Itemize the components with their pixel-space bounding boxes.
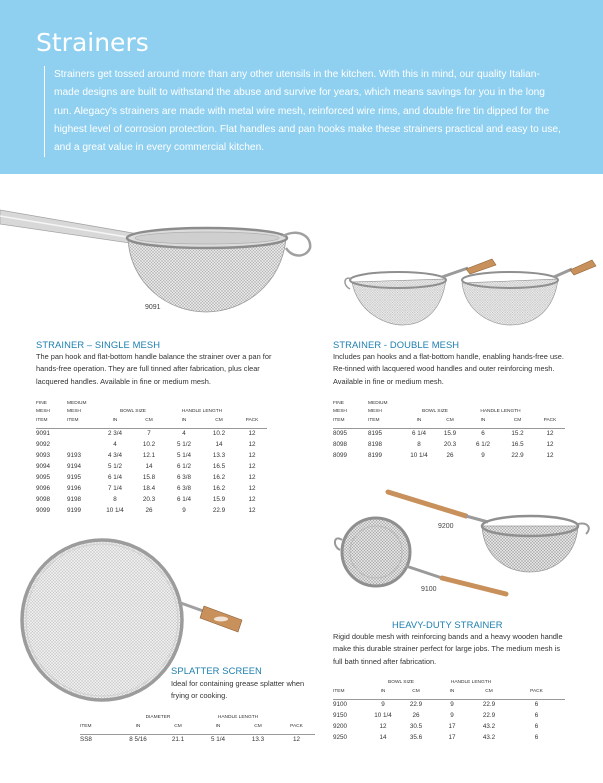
table-row <box>36 483 267 494</box>
col-in: IN <box>99 414 131 428</box>
table-row <box>36 428 267 439</box>
table-row <box>333 710 565 721</box>
cell: 12 <box>546 430 554 438</box>
cell: 15.8 <box>142 474 156 481</box>
cell: 35.6 <box>409 734 423 741</box>
col-cm: CM <box>158 720 198 734</box>
table-row <box>36 472 267 483</box>
splatter-screen-title: SPLATTER SCREEN <box>171 665 262 676</box>
image-label-9200: 9200 <box>438 523 454 530</box>
cell: 12 <box>248 430 256 438</box>
cell: 9091 <box>36 430 51 438</box>
cell: 6 <box>534 734 539 741</box>
single-mesh-spec-table <box>36 398 267 516</box>
double-mesh-title: STRAINER - DOUBLE MESH <box>333 339 460 350</box>
cell: 12 <box>248 441 256 448</box>
double-mesh-description: Includes pan hooks and a flat-bottom handle, enabling hands-free use. Re-tinned with lacquered wood handles and outer reinforcing mesh. Available in fine or medium mesh. <box>333 352 564 386</box>
cell: 16.2 <box>212 485 226 492</box>
cell: 15.9 <box>212 496 226 503</box>
heavy-duty-strainer-image <box>330 486 600 598</box>
cell: 8099 <box>333 452 348 459</box>
cell: 15.9 <box>443 430 457 438</box>
cell: 16.5 <box>511 441 524 448</box>
table-row <box>36 505 267 516</box>
cell: 7 1/4 <box>107 485 122 492</box>
image-label-9091: 9091 <box>145 304 161 311</box>
image-label-9100: 9100 <box>421 586 437 593</box>
table-row <box>80 734 315 745</box>
cell: 12 <box>248 507 256 514</box>
cell: 30.5 <box>409 723 423 730</box>
handle-length-header: HANDLE LENGTH <box>217 715 259 720</box>
cell: 22.9 <box>212 507 226 514</box>
col-in: IN <box>404 414 434 428</box>
cell: 14 <box>215 441 223 448</box>
cell: 9250 <box>333 734 348 741</box>
cell: 9093 <box>36 452 51 459</box>
cell: 17 <box>448 734 456 741</box>
cell: 8195 <box>368 430 383 438</box>
cell: 8 <box>417 441 421 448</box>
mesh-label: MESH <box>368 409 382 414</box>
cell: 5 1/2 <box>107 463 122 470</box>
table-row <box>36 450 267 461</box>
cell: 9 <box>182 507 186 514</box>
cell: 26 <box>145 507 153 514</box>
table-row <box>333 732 565 743</box>
cell: 9 <box>450 712 454 719</box>
cell: 4 <box>113 441 117 448</box>
cell: 9195 <box>67 474 82 481</box>
col-in: IN <box>167 414 201 428</box>
cell: 6 <box>534 712 539 719</box>
col-cm: CM <box>131 414 167 428</box>
cell: 12 <box>379 723 387 730</box>
medium-label: MEDIUM <box>67 401 87 406</box>
cell: 12 <box>248 452 256 459</box>
cell: 8095 <box>333 430 348 438</box>
col-in: IN <box>368 685 398 699</box>
table-row <box>333 428 565 439</box>
col-pack: PACK <box>278 720 315 734</box>
cell: 6 1/4 <box>411 430 426 438</box>
col-item: ITEM <box>80 720 118 734</box>
cell: 10 1/4 <box>106 507 124 514</box>
cell: 6 3/8 <box>176 474 191 481</box>
col-cm: CM <box>500 414 535 428</box>
cell: 14 <box>145 463 153 470</box>
cell: 22.9 <box>409 701 423 709</box>
cell: 12 <box>248 485 256 492</box>
col-in: IN <box>118 720 158 734</box>
col-cm: CM <box>238 720 278 734</box>
cell: 6 1/2 <box>475 441 490 448</box>
heavy-duty-title: HEAVY-DUTY STRAINER <box>392 619 503 630</box>
mesh-label: MESH <box>67 409 81 414</box>
cell: 6 <box>534 723 539 730</box>
cell: 12 <box>546 452 554 459</box>
cell: 9196 <box>67 485 82 492</box>
cell: 8 <box>113 496 117 503</box>
table-row <box>333 699 565 710</box>
double-mesh-strainer-image <box>330 255 600 330</box>
cell: 9 <box>381 701 385 709</box>
cell: 8098 <box>333 441 348 448</box>
cell: 8 5/16 <box>129 736 147 744</box>
cell: 43.2 <box>482 723 496 730</box>
cell: 13.3 <box>212 452 226 459</box>
cell: 22.9 <box>511 452 524 459</box>
fine-label: FINE <box>36 401 47 406</box>
col-in: IN <box>434 685 470 699</box>
cell: SS8 <box>80 736 92 744</box>
cell: 26 <box>446 452 454 459</box>
cell: 10.2 <box>142 441 156 448</box>
cell: 22.9 <box>482 701 496 709</box>
cell: 21.1 <box>171 736 185 744</box>
cell: 13.3 <box>251 736 265 744</box>
cell: 14 <box>379 734 387 741</box>
table-row <box>333 721 565 732</box>
col-item: ITEM <box>368 414 404 428</box>
cell: 12 <box>248 474 256 481</box>
cell: 26 <box>412 712 420 719</box>
cell: 6 <box>481 430 485 438</box>
cell: 12.1 <box>142 452 156 459</box>
bowl-size-header: BOWL SIZE <box>422 409 448 414</box>
double-mesh-spec-table <box>333 398 565 461</box>
cell: 10 1/4 <box>374 712 392 719</box>
col-pack: PACK <box>508 685 565 699</box>
intro-paragraph: Strainers get tossed around more than any other utensils in the kitchen. With this in mind, our quality Italian-made designs are built to withstand the abuse and survive for years, which means savings for you in the long run. Alegacy's strainers are made with metal wire mesh, reinforced wire rims, and double fire tin dipped for the highest level of corrosion protection. Flat handles and pan hooks make these strainers practical and easy to use, and a great value in every commercial kitchen. <box>44 66 564 157</box>
col-item: ITEM <box>333 414 368 428</box>
col-in: IN <box>198 720 238 734</box>
cell: 6 <box>534 701 539 709</box>
cell: 4 3/4 <box>107 452 122 459</box>
cell: 20.3 <box>142 496 156 503</box>
header-banner <box>0 0 603 174</box>
table-row <box>36 494 267 505</box>
cell: 5 1/2 <box>176 441 191 448</box>
cell: 9193 <box>67 452 82 459</box>
bowl-size-header: BOWL SIZE <box>120 409 146 414</box>
cell: 17 <box>448 723 456 730</box>
cell: 9092 <box>36 441 51 448</box>
cell: 6 3/8 <box>176 485 191 492</box>
cell: 9096 <box>36 485 51 492</box>
cell: 9200 <box>333 723 348 730</box>
cell: 12 <box>248 463 256 470</box>
cell: 12 <box>248 496 256 503</box>
heavy-duty-spec-table <box>333 677 565 743</box>
handle-length-header: HANDLE LENGTH <box>480 409 521 414</box>
cell: 5 1/4 <box>176 452 191 459</box>
cell: 9150 <box>333 712 348 719</box>
cell: 4 <box>182 430 186 438</box>
cell: 18.4 <box>142 485 156 492</box>
col-item: ITEM <box>67 414 99 428</box>
cell: 7 <box>147 430 151 438</box>
cell <box>67 428 99 439</box>
table-row <box>333 439 565 450</box>
cell: 16.2 <box>212 474 226 481</box>
cell: 9099 <box>36 507 51 514</box>
cell: 9199 <box>67 507 82 514</box>
cell: 6 1/4 <box>107 474 122 481</box>
handle-length-header: HANDLE LENGTH <box>450 680 492 685</box>
cell: 6 1/2 <box>176 463 191 470</box>
handle-length-header: HANDLE LENGTH <box>181 409 223 414</box>
fine-label: FINE <box>333 401 344 406</box>
mesh-label: MESH <box>333 409 347 414</box>
col-in: IN <box>466 414 500 428</box>
col-cm: CM <box>434 414 466 428</box>
table-row <box>36 439 267 450</box>
cell: 10.2 <box>212 430 226 438</box>
page-title: Strainers <box>36 28 149 57</box>
col-cm: CM <box>201 414 237 428</box>
col-item: ITEM <box>333 685 368 699</box>
cell: 43.2 <box>482 734 496 741</box>
bowl-size-header: BOWL SIZE <box>388 680 414 685</box>
cell: 12 <box>546 441 554 448</box>
cell: 9095 <box>36 474 51 481</box>
col-pack: PACK <box>237 414 267 428</box>
cell: 16.5 <box>212 463 226 470</box>
cell: 2 3/4 <box>107 430 122 438</box>
cell: 9194 <box>67 463 82 470</box>
cell: 9098 <box>36 496 51 503</box>
cell: 9198 <box>67 496 82 503</box>
cell: 8198 <box>368 441 383 448</box>
diameter-header: DIAMETER <box>145 715 171 720</box>
col-pack: PACK <box>535 414 565 428</box>
cell: 9 <box>450 701 454 709</box>
cell: 9100 <box>333 701 348 709</box>
table-row <box>333 450 565 461</box>
cell: 10 1/4 <box>410 452 428 459</box>
cell: 9 <box>481 452 485 459</box>
cell: 12 <box>292 736 300 744</box>
mesh-label: MESH <box>36 409 50 414</box>
cell: 9094 <box>36 463 51 470</box>
col-cm: CM <box>398 685 434 699</box>
cell <box>67 439 99 450</box>
cell: 22.9 <box>482 712 496 719</box>
cell: 5 1/4 <box>210 736 225 744</box>
cell: 8199 <box>368 452 383 459</box>
cell: 20.3 <box>443 441 457 448</box>
single-mesh-description: The pan hook and flat-bottom handle balance the strainer over a pan for hands-free operation. They are full tinned after fabrication, plus clear lacquered handles. Available in fine or medium mesh. <box>36 352 272 386</box>
medium-label: MEDIUM <box>368 401 388 406</box>
heavy-duty-description: Rigid double mesh with reinforcing bands and a heavy wooden handle make this durable strainer perfect for large jobs. The medium mesh is full bath tinned after fabrication. <box>333 632 563 666</box>
cell: 6 1/4 <box>176 496 191 503</box>
col-item: ITEM <box>36 414 67 428</box>
table-row <box>36 461 267 472</box>
cell: 15.2 <box>511 430 524 438</box>
splatter-screen-spec-table <box>80 712 315 745</box>
col-cm: CM <box>470 685 508 699</box>
splatter-screen-description: Ideal for containing grease splatter when frying or cooking. <box>171 679 305 701</box>
single-mesh-title: STRAINER – SINGLE MESH <box>36 339 161 350</box>
